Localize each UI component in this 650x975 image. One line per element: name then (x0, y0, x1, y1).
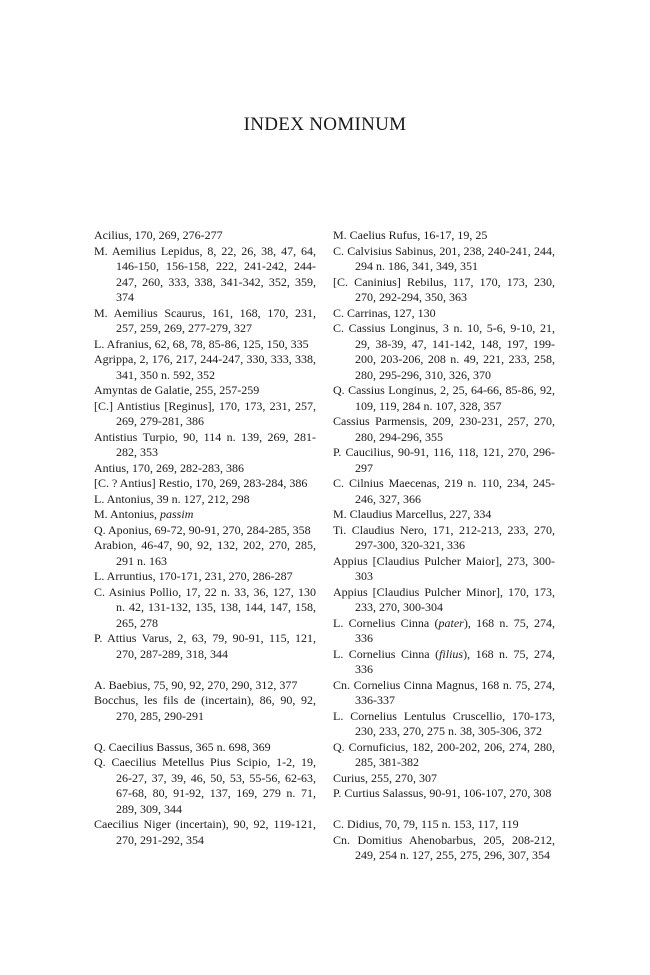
index-entry-text: Amyntas de Galatie, 255, 257-259 (94, 383, 260, 397)
index-entry-text: M. Caelius Rufus, 16-17, 19, 25 (333, 228, 488, 242)
index-entry-text: L. Cornelius Cinna ( (333, 615, 439, 630)
index-entry-text: Antistius Turpio, 90, 114 n. 139, 269, 281-282, 353 (94, 429, 316, 459)
index-entry (94, 244, 316, 306)
index-entry (333, 709, 555, 740)
index-entry-text: C. Didius, 70, 79, 115 n. 153, 117, 119 (333, 817, 519, 831)
index-entry (94, 740, 316, 756)
index-entry-text: L. Antonius, 39 n. 127, 212, 298 (94, 491, 250, 506)
index-letter-gap (333, 802, 555, 818)
index-entry-text: Caecilius Niger (incertain), 90, 92, 119-121, 270, 291-292, 354 (94, 817, 316, 847)
index-entry (94, 693, 316, 724)
index-entry (94, 507, 316, 523)
index-entry (94, 569, 316, 585)
index-entry (94, 476, 316, 492)
index-entry-text: Bocchus, les fils de (incertain), 86, 90, 92, 270, 285, 290-291 (94, 693, 316, 723)
index-letter-gap (94, 662, 316, 678)
index-entry-italic: pater (438, 615, 464, 630)
index-entry-text: P. Curtius Salassus, 90-91, 106-107, 270, 308 (333, 786, 552, 800)
index-entry-text: Appius [Claudius Pulcher Maior], 273, 300-303 (333, 553, 555, 583)
index-entry (333, 616, 555, 647)
index-entry (333, 476, 555, 507)
index-entry-italic: filius (439, 646, 464, 661)
index-entry-text: Cn. Cornelius Cinna Magnus, 168 n. 75, 274, 336-337 (333, 677, 555, 707)
index-entry-text: Q. Cornuficius, 182, 200-202, 206, 274, 280, 285, 381-382 (333, 739, 555, 769)
index-entry-text-after: ), 168 n. 75, 274, 336 (355, 646, 556, 676)
index-entry (333, 414, 555, 445)
index-entry (94, 430, 316, 461)
index-entry-text: C. Calvisius Sabinus, 201, 238, 240-241, 244, 294 n. 186, 341, 349, 351 (333, 243, 555, 273)
index-entry-text: [C. Caninius] Rebilus, 117, 170, 173, 230, 270, 292-294, 350, 363 (333, 274, 555, 304)
index-entry (333, 554, 555, 585)
index-entry-text: L. Arruntius, 170-171, 231, 270, 286-287 (94, 569, 293, 583)
index-entry (333, 275, 555, 306)
index-entry-text: C. Cassius Longinus, 3 n. 10, 5-6, 9-10, 21, 29, 38-39, 47, 141-142, 148, 197, 199-200, 203-206, 208 n. 49, 221, 233, 258, 280, 295-296, 310, 326, 370 (333, 321, 555, 382)
index-entry (333, 817, 555, 833)
index-entry-text: L. Cornelius Cinna ( (333, 646, 440, 661)
index-entry (333, 786, 555, 802)
index-entry (333, 740, 555, 771)
index-entry-italic: passim (160, 507, 194, 521)
index-entry-text: A. Baebius, 75, 90, 92, 270, 290, 312, 377 (94, 677, 298, 692)
index-entry-text: Cn. Domitius Ahenobarbus, 205, 208-212, 249, 254 n. 127, 255, 275, 296, 307, 354 (333, 832, 555, 862)
index-entry-text: Q. Caecilius Metellus Pius Scipio, 1-2, 19, 26-27, 37, 39, 46, 50, 53, 55-56, 62-63, 67-68, 80, 91-92, 137, 169, 279 n. 71, 289, 309, 344 (94, 755, 316, 816)
index-entry (94, 383, 316, 399)
index-entry-text: L. Cornelius Lentulus Cruscellio, 170-173, 230, 233, 270, 275 n. 38, 305-306, 372 (333, 708, 555, 738)
index-entry (333, 833, 555, 864)
index-entry (333, 771, 555, 787)
index-entry-text: Curius, 255, 270, 307 (333, 770, 438, 785)
index-entry (333, 383, 555, 414)
index-entry (333, 523, 555, 554)
index-entry-text: Agrippa, 2, 176, 217, 244-247, 330, 333, 338, 341, 350 n. 592, 352 (94, 352, 316, 382)
index-entry-text: M. Claudius Marcellus, 227, 334 (333, 507, 492, 521)
index-entry (94, 538, 316, 569)
page-title: INDEX NOMINUM (243, 114, 407, 135)
index-entry-text: C. Cilnius Maecenas, 219 n. 110, 234, 245-246, 327, 366 (333, 476, 555, 506)
index-entry-text: M. Aemilius Lepidus, 8, 22, 26, 38, 47, 64, 146-150, 156-158, 222, 241-242, 244-247, 260, 333, 338, 341-342, 352, 359, 374 (94, 243, 316, 304)
index-entry (94, 678, 316, 694)
index-entry-text-after: ), 168 n. 75, 274, 336 (355, 615, 555, 645)
index-entry (94, 817, 316, 848)
index-entry-text: [C.] Antistius [Reginus], 170, 173, 231, 257, 269, 279-281, 386 (94, 398, 316, 428)
index-entry (94, 492, 316, 508)
index-entry (94, 228, 316, 244)
index-entry (94, 755, 316, 817)
index-entry-text: Acilius, 170, 269, 276-277 (94, 228, 223, 242)
index-entry-text: Antius, 170, 269, 282-283, 386 (94, 460, 244, 475)
index-entry-text: Arabion, 46-47, 90, 92, 132, 202, 270, 285, 291 n. 163 (94, 538, 316, 568)
index-entry (94, 631, 316, 662)
index-entry-text: Appius [Claudius Pulcher Minor], 170, 173, 233, 270, 300-304 (333, 584, 555, 614)
index-entry-text: M. Aemilius Scaurus, 161, 168, 170, 231, 257, 259, 269, 277-279, 327 (94, 305, 316, 335)
index-entry (333, 306, 555, 322)
index-entry (333, 507, 555, 523)
index-entry (94, 461, 316, 477)
index-entry (94, 523, 316, 539)
index-entry (94, 399, 316, 430)
index-entry (333, 228, 555, 244)
index-entry-text: Q. Caecilius Bassus, 365 n. 698, 369 (94, 739, 271, 754)
index-entry-text: M. Antonius, (94, 507, 161, 521)
index-entry-text: L. Afranius, 62, 68, 78, 85-86, 125, 150, 335 (94, 336, 309, 351)
index-entry (333, 678, 555, 709)
index-entry-text: C. Carrinas, 127, 130 (333, 305, 436, 320)
index-entry (94, 337, 316, 353)
index-entry (333, 321, 555, 383)
index-entry-text: P. Attius Varus, 2, 63, 79, 90-91, 115, 121, 270, 287-289, 318, 344 (94, 631, 316, 661)
index-entry (333, 244, 555, 275)
index-entry-text: [C. ? Antius] Restio, 170, 269, 283-284, 386 (94, 476, 308, 490)
index-entry-text: P. Caucilius, 90-91, 116, 118, 121, 270, 296-297 (333, 445, 555, 475)
index-entry (94, 352, 316, 383)
index-entry (333, 647, 555, 678)
index-entry (94, 585, 316, 632)
index-entry-text: Q. Cassius Longinus, 2, 25, 64-66, 85-86, 92, 109, 119, 284 n. 107, 328, 357 (333, 383, 555, 413)
index-entry (333, 445, 555, 476)
index-letter-gap (94, 724, 316, 740)
index-entry (94, 306, 316, 337)
index-column-left (94, 228, 316, 848)
index-entry-text: Q. Aponius, 69-72, 90-91, 270, 284-285, 358 (94, 522, 311, 537)
index-column-right (333, 228, 555, 864)
index-entry-text: Ti. Claudius Nero, 171, 212-213, 233, 270, 297-300, 320-321, 336 (333, 522, 555, 552)
index-entry-text: Cassius Parmensis, 209, 230-231, 257, 270, 280, 294-296, 355 (333, 414, 555, 444)
index-entry (333, 585, 555, 616)
index-entry-text: C. Asinius Pollio, 17, 22 n. 33, 36, 127, 130 n. 42, 131-132, 135, 138, 144, 147, 158, 265, 278 (94, 584, 316, 630)
